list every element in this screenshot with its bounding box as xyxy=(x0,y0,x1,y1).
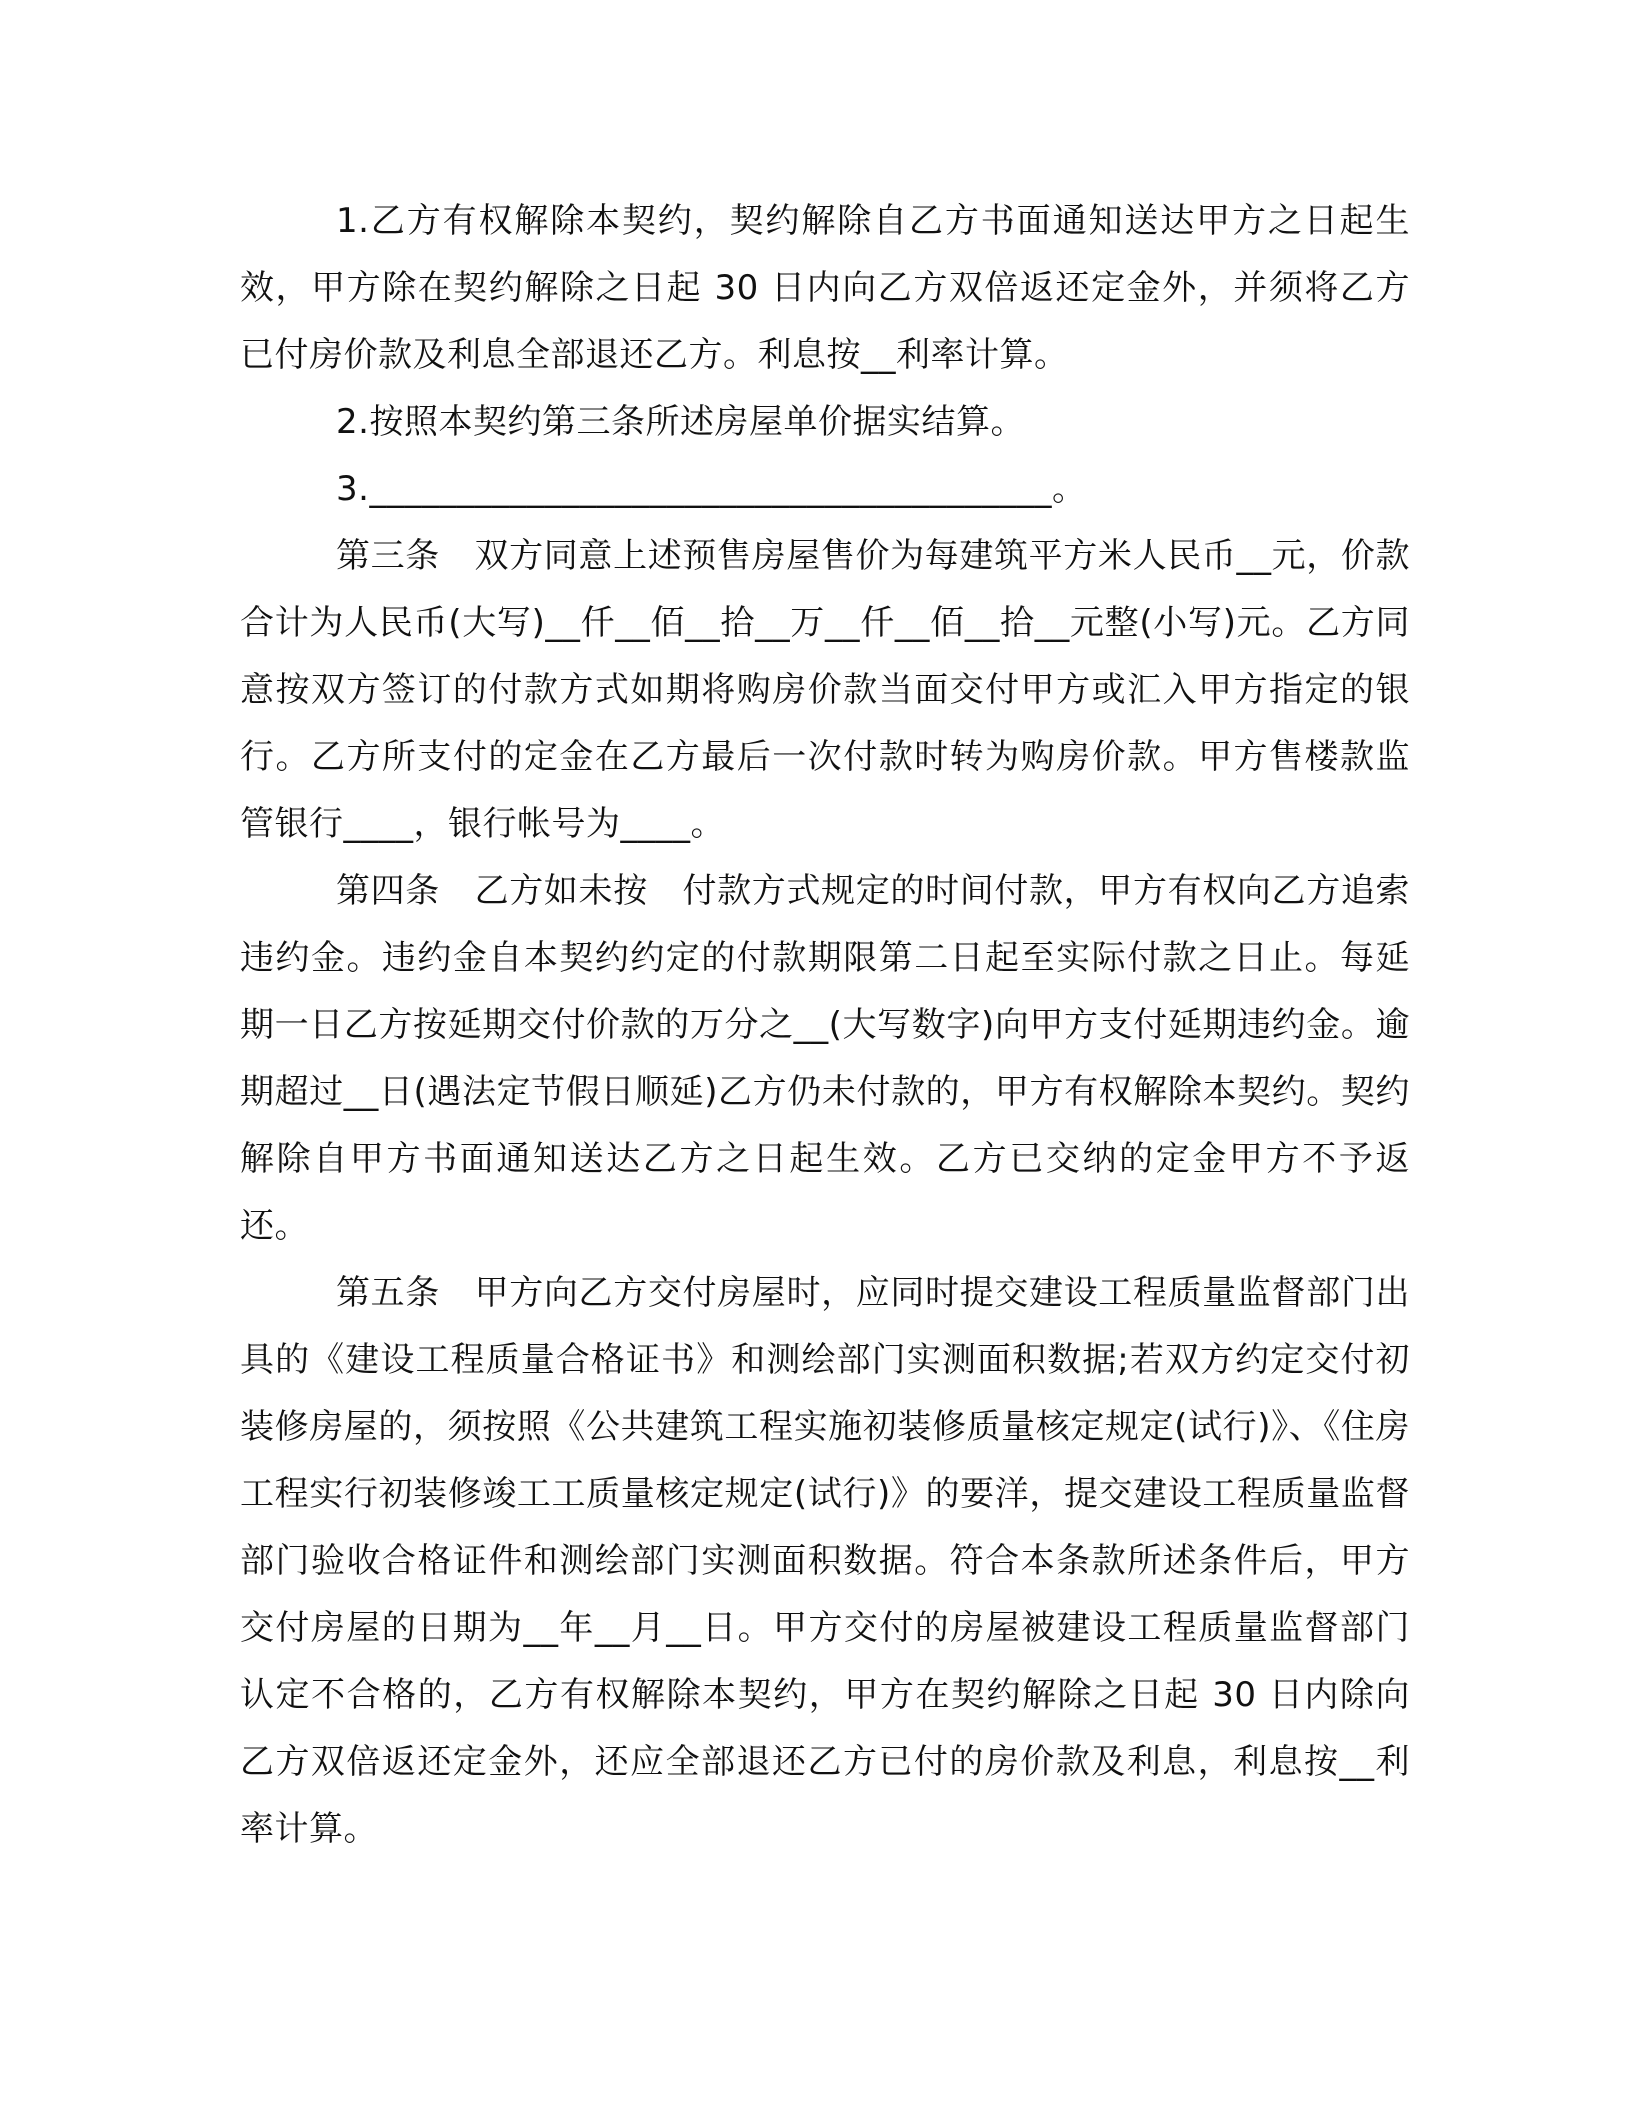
paragraph-article-4: 第四条 乙方如未按 付款方式规定的时间付款，甲方有权向乙方追索违约金。违约金自本契约约定的付款期限第二日起至实际付款之日止。每延期一日乙方按延期交付价款的万分之__(大写数字)向甲方支付延期违约金。逾期超过__日(遇法定节假日顺延)乙方仍未付款的，甲方有权解除本契约。契约解除自甲方书面通知送达乙方之日起生效。乙方已交纳的定金甲方不予返还。 xyxy=(240,871,1410,1246)
paragraph-clause-2: 2.按照本契约第三条所述房屋单价据实结算。 xyxy=(336,402,1025,442)
paragraph-article-5: 第五条 甲方向乙方交付房屋时，应同时提交建设工程质量监督部门出具的《建设工程质量合格证书》和测绘部门实测面积数据;若双方约定交付初装修房屋的，须按照《公共建筑工程实施初装修质量核定规定(试行)》、《住房工程实行初装修竣工工质量核定规定(试行)》的要洋，提交建设工程质量监督部门验收合格证件和测绘部门实测面积数据。符合本条款所述条件后，甲方交付房屋的日期为__年__月__日。甲方交付的房屋被建设工程质量监督部门认定不合格的，乙方有权解除本契约，甲方在契约解除之日起 30 日内除向乙方双倍返还定金外，还应全部退还乙方已付的房价款及利息，利息按__利率计算。 xyxy=(240,1273,1410,1849)
paragraph-clause-3: 3._______________________________________。 xyxy=(336,469,1087,509)
paragraph-article-3: 第三条 双方同意上述预售房屋售价为每建筑平方米人民币__元，价款合计为人民币(大写)__仟__佰__拾__万__仟__佰__拾__元整(小写)元。乙方同意按双方签订的付款方式如期将购房价款当面交付甲方或汇入甲方指定的银行。乙方所支付的定金在乙方最后一次付款时转为购房价款。甲方售楼款监管银行____，银行帐号为____。 xyxy=(240,536,1410,844)
paragraph-clause-1: 1.乙方有权解除本契约，契约解除自乙方书面通知送达甲方之日起生效，甲方除在契约解除之日起 30 日内向乙方双倍返还定金外，并须将乙方已付房价款及利息全部退还乙方。利息按__利率计算。 xyxy=(240,201,1410,375)
contract-text xyxy=(240,188,1410,1863)
